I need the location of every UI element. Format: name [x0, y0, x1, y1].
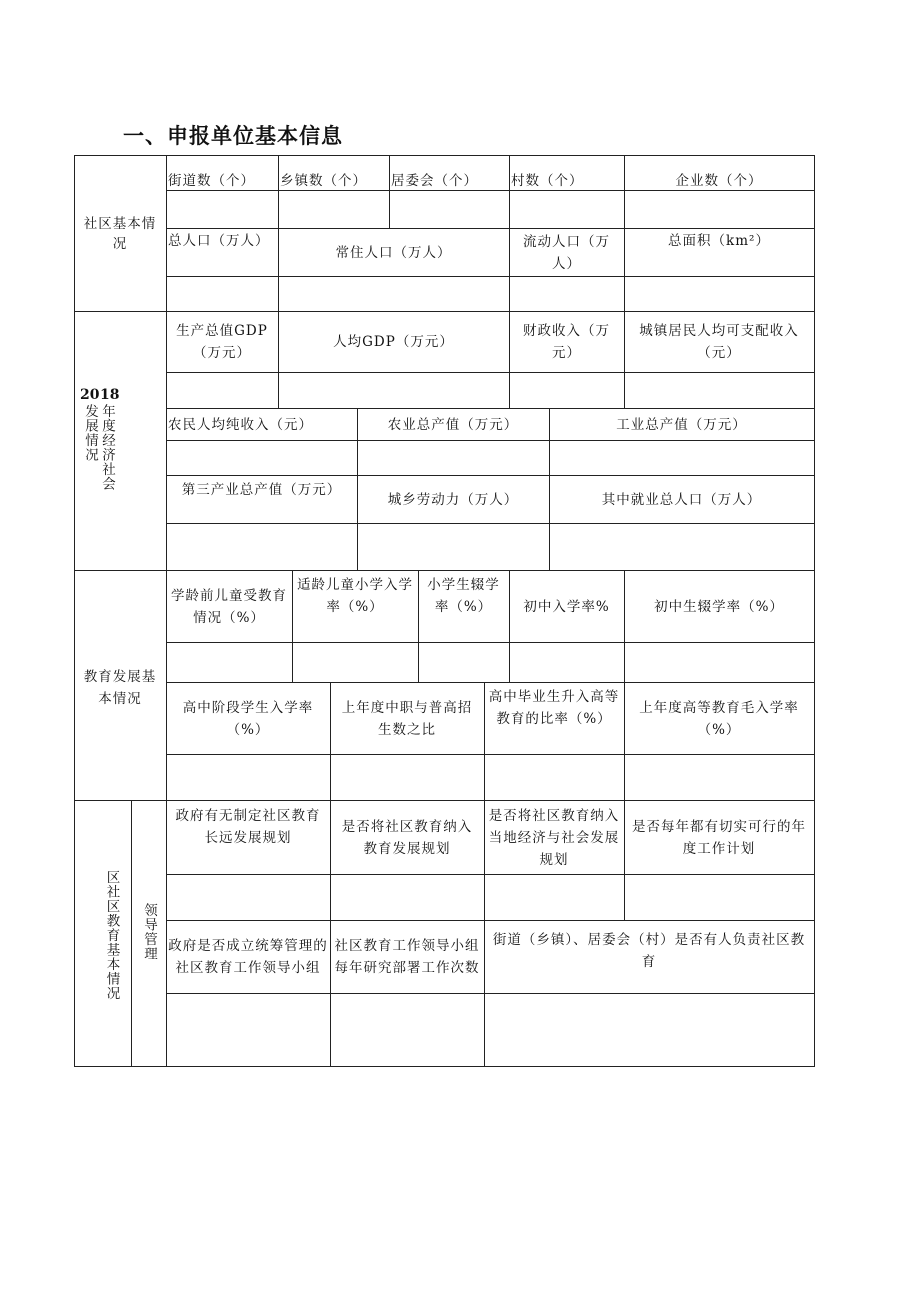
table-border-left [74, 155, 75, 1067]
input-fiscal-revenue[interactable] [509, 373, 624, 408]
input-villages[interactable] [509, 191, 624, 228]
input-total-population[interactable] [166, 277, 278, 311]
table-border-top [74, 155, 815, 156]
table-border-right [814, 155, 815, 1067]
header-tertiary-output: 第三产业总产值（万元） [181, 482, 342, 498]
input-annual-work-plan[interactable] [624, 875, 814, 920]
input-primary-dropout[interactable] [418, 643, 509, 682]
input-leading-group[interactable] [166, 994, 330, 1066]
header-resident-population: 常住人口（万人） [335, 244, 452, 261]
header-agriculture-output: 农业总产值（万元） [387, 417, 519, 433]
year-digits-18: 18 [100, 387, 120, 403]
table-border-bottom [74, 1066, 815, 1067]
header-person-in-charge: 街道（乡镇）、居委会（村）是否有人负责社区教育 [492, 932, 806, 970]
input-resident-population[interactable] [278, 277, 509, 311]
header-gdp-per-capita: 人均GDP（万元） [333, 334, 454, 350]
header-junior-dropout: 初中生辍学率（%） [654, 598, 784, 615]
header-annual-work-plan: 是否每年都有切实可行的年度工作计划 [632, 818, 806, 857]
header-labor-force: 城乡劳动力（万人） [387, 491, 519, 508]
input-streets[interactable] [166, 191, 278, 228]
header-gdp: 生产总值GDP（万元） [176, 323, 268, 361]
input-gross-enrollment-rate[interactable] [624, 755, 814, 800]
header-employed-population: 其中就业总人口（万人） [601, 491, 762, 508]
section-label-community-education: 区社区教育基本情况 [103, 869, 120, 1001]
input-urban-disposable-income[interactable] [624, 373, 814, 408]
header-enterprises: 企业数（个） [675, 173, 763, 189]
input-gdp-per-capita[interactable] [278, 373, 509, 408]
sub-label-leadership: 领导管理 [141, 903, 157, 961]
input-junior-enrollment[interactable] [509, 643, 624, 682]
header-total-area: 总面积（km²） [668, 233, 770, 249]
input-floating-population[interactable] [509, 277, 624, 311]
input-farmer-income[interactable] [166, 441, 357, 475]
header-higher-education-rate: 高中毕业生升入高等教育的比率（%） [488, 689, 620, 727]
section-label-community: 社区基本情况 [83, 216, 157, 252]
header-primary-dropout: 小学生辍学率（%） [427, 577, 500, 615]
header-floating-population: 流动人口（万人） [523, 233, 610, 272]
header-meetings-per-year: 社区教育工作领导小组每年研究部署工作次数 [334, 938, 480, 976]
header-included-in-economic-plan: 是否将社区教育纳入当地经济与社会发展规划 [488, 807, 620, 868]
input-higher-education-rate[interactable] [484, 755, 624, 800]
input-primary-enrollment[interactable] [292, 643, 418, 682]
input-included-in-education-plan[interactable] [330, 875, 484, 920]
header-urban-disposable-income: 城镇居民人均可支配收入（元） [639, 323, 799, 361]
input-included-in-economic-plan[interactable] [484, 875, 624, 920]
header-residents-committees: 居委会（个） [391, 173, 478, 189]
header-preschool-education: 学龄前儿童受教育情况（%） [171, 588, 287, 626]
input-tertiary-output[interactable] [166, 524, 357, 570]
header-industry-output: 工业总产值（万元） [616, 417, 747, 433]
year-digits-20: 20 [80, 387, 100, 403]
header-streets: 街道数（个） [168, 173, 255, 189]
input-preschool-education[interactable] [166, 643, 292, 682]
input-labor-force[interactable] [357, 524, 549, 570]
header-junior-enrollment: 初中入学率% [523, 598, 610, 615]
input-industry-output[interactable] [549, 441, 814, 475]
input-employed-population[interactable] [549, 524, 814, 570]
section-label-economy: 年度经济社会发展情况 [82, 404, 115, 491]
input-junior-dropout[interactable] [624, 643, 814, 682]
header-included-in-education-plan: 是否将社区教育纳入教育发展规划 [341, 818, 473, 857]
input-enterprises[interactable] [624, 191, 814, 228]
header-fiscal-revenue: 财政收入（万元） [523, 323, 610, 361]
page-title: 一、申报单位基本信息 [123, 124, 343, 148]
input-person-in-charge[interactable] [484, 994, 814, 1066]
input-meetings-per-year[interactable] [330, 994, 484, 1066]
header-total-population: 总人口（万人） [168, 233, 270, 249]
input-towns[interactable] [278, 191, 389, 228]
header-leading-group: 政府是否成立统筹管理的社区教育工作领导小组 [168, 938, 328, 976]
header-long-term-plan: 政府有无制定社区教育长远发展规划 [175, 808, 321, 846]
header-towns: 乡镇数（个） [280, 173, 367, 189]
section-label-education: 教育发展基本情况 [83, 669, 157, 707]
input-vocational-ratio[interactable] [330, 755, 484, 800]
input-residents-committees[interactable] [389, 191, 509, 228]
header-gross-enrollment-rate: 上年度高等教育毛入学率（%） [639, 700, 799, 738]
input-long-term-plan[interactable] [166, 875, 330, 920]
header-vocational-ratio: 上年度中职与普高招生数之比 [341, 700, 473, 738]
input-gdp[interactable] [166, 373, 278, 408]
header-farmer-income: 农民人均纯收入（元） [168, 417, 313, 433]
header-villages: 村数（个） [511, 173, 584, 189]
input-total-area[interactable] [624, 277, 814, 311]
header-senior-enrollment: 高中阶段学生入学率（%） [182, 700, 314, 738]
input-senior-enrollment[interactable] [166, 755, 330, 800]
header-primary-enrollment: 适龄儿童小学入学率（%） [297, 577, 413, 615]
input-agriculture-output[interactable] [357, 441, 549, 475]
